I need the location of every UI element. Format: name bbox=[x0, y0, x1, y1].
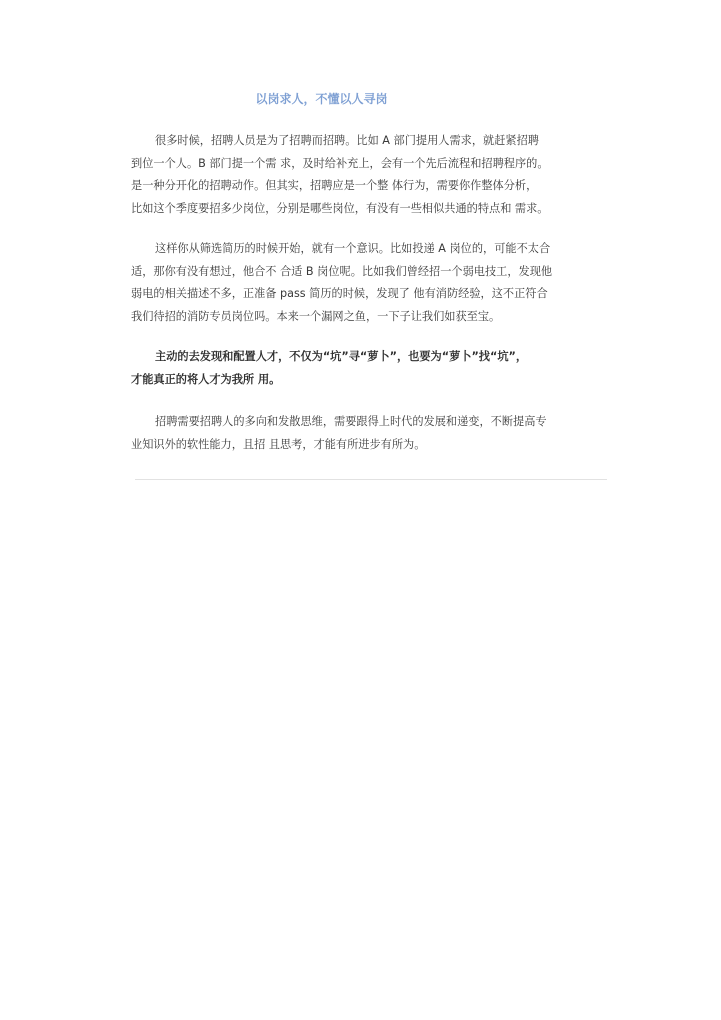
paragraph-1 bbox=[131, 130, 593, 220]
paragraph-line: 是一种分开化的招聘动作。但其实，招聘应是一个整 体行为，需要你作整体分析， bbox=[131, 179, 538, 192]
paragraph-4 bbox=[131, 411, 593, 456]
document-title: 以岗求人，不懂以人寻岗 bbox=[255, 92, 388, 106]
paragraph-line: 才能真正的将人才为我所 用。 bbox=[131, 372, 281, 386]
horizontal-divider bbox=[135, 479, 607, 480]
paragraph-line: 招聘需要招聘人的多向和发散思维，需要跟得上时代的发展和递变，不断提高专 bbox=[155, 415, 547, 428]
paragraph-line: 很多时候，招聘人员是为了招聘而招聘。比如 A 部门提用人需求，就赶紧招聘 bbox=[155, 134, 539, 147]
paragraph-line: 比如这个季度要招多少岗位，分别是哪些岗位，有没有一些相似共通的特点和 需求。 bbox=[131, 201, 549, 215]
paragraph-line: 主动的去发现和配置人才，不仅为“坑”寻“萝卜”，也要为“萝卜”找“坑”， bbox=[155, 350, 528, 363]
paragraph-line: 弱电的相关描述不多，正准备 pass 简历的时候，发现了 他有消防经验，这不正符合 bbox=[131, 287, 548, 300]
paragraph-line: 我们待招的消防专员岗位吗。本来一个漏网之鱼，一下子让我们如获至宝。 bbox=[131, 309, 501, 323]
paragraph-line: 这样你从筛选简历的时候开始，就有一个意识。比如投递 A 岗位的，可能不太合 bbox=[155, 242, 551, 255]
paragraph-line: 适，那你有没有想过，他合不 合适 B 岗位呢。比如我们曾经招一个弱电技工，发现他 bbox=[131, 264, 553, 278]
paragraph-line: 业知识外的软性能力，且招 且思考，才能有所进步有所为。 bbox=[131, 437, 426, 451]
paragraph-3-emphasis bbox=[131, 346, 593, 391]
paragraph-line: 到位一个人。B 部门提一个需 求，及时给补充上，会有一个先后流程和招聘程序的。 bbox=[131, 156, 549, 170]
paragraph-2 bbox=[131, 238, 593, 328]
